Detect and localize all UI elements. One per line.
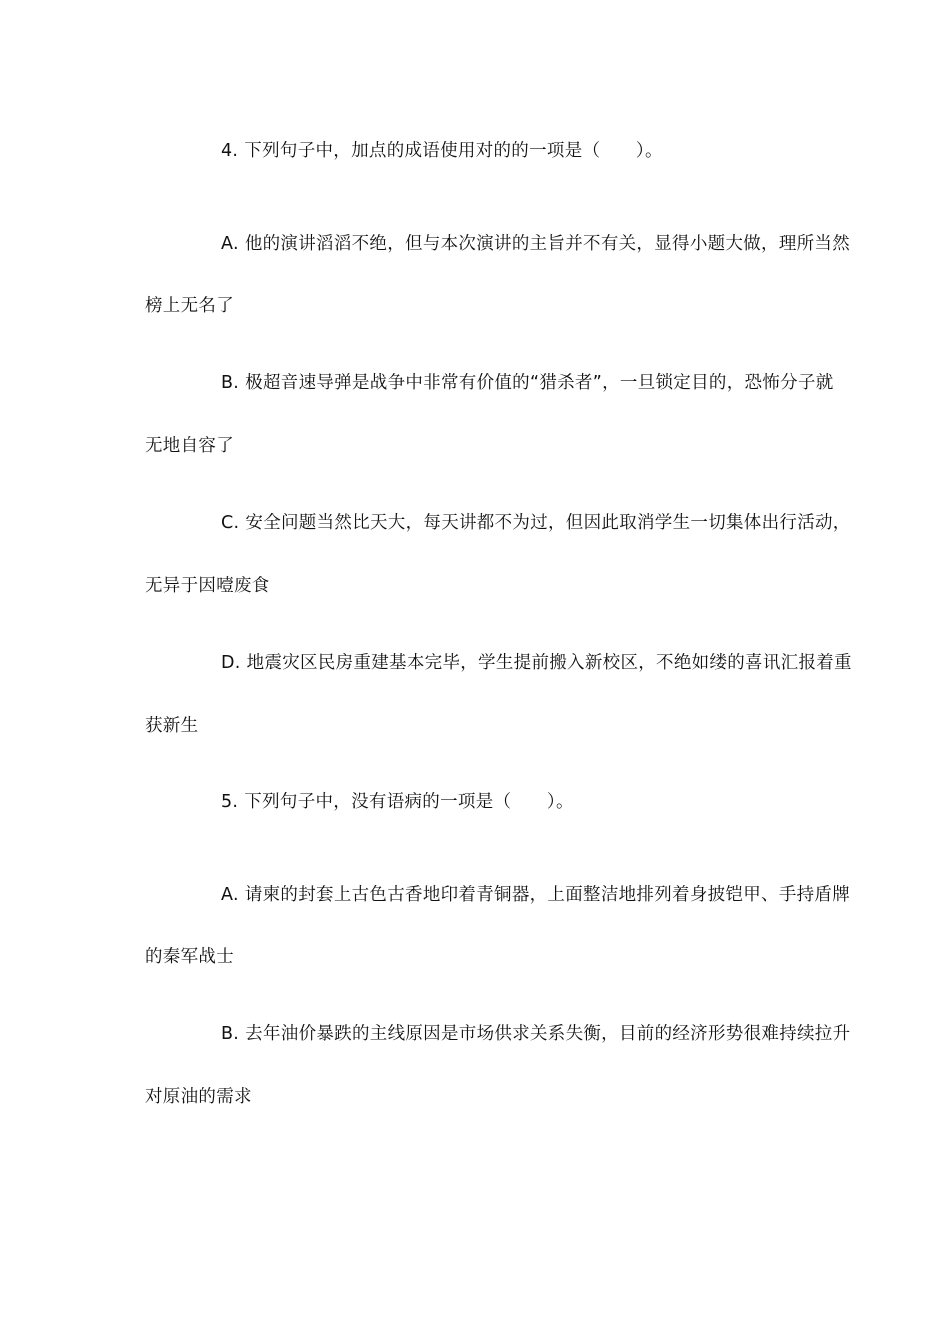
question-5-prompt xyxy=(221,790,574,814)
question-4-prompt xyxy=(221,139,663,163)
question-number: 4. xyxy=(221,141,239,161)
question-text: 下列句子中，加点的成语使用对的的一项是（ ）。 xyxy=(244,141,663,161)
option-text: 地震灾区民房重建基本完毕，学生提前搬入新校区，不绝如缕的喜讯汇报着重 xyxy=(246,653,852,673)
question-4-option-d xyxy=(221,651,852,675)
option-text: 极超音速导弹是战争中非常有价值的“猎杀者”，一旦锁定目的，恐怖分子就 xyxy=(245,373,834,393)
option-text: 去年油价暴跌的主线原因是市场供求关系失衡，目前的经济形势很难持续拉升 xyxy=(245,1024,851,1044)
option-text: 他的演讲滔滔不绝，但与本次演讲的主旨并不有关，显得小题大做，理所当然 xyxy=(244,234,851,254)
question-4-option-b xyxy=(221,371,834,395)
question-5-option-b xyxy=(221,1022,850,1046)
question-5-option-b-continuation: 对原油的需求 xyxy=(145,1087,252,1107)
question-4-option-b-continuation: 无地自容了 xyxy=(145,436,234,456)
option-letter: B. xyxy=(221,373,240,393)
question-4-option-d-continuation: 获新生 xyxy=(145,716,199,736)
option-letter: B. xyxy=(221,1024,240,1044)
option-letter: D. xyxy=(221,653,241,673)
option-letter: A. xyxy=(221,885,239,905)
option-text: 安全问题当然比天大，每天讲都不为过，但因此取消学生一切集体出行活动， xyxy=(245,513,851,533)
question-4-option-a xyxy=(221,232,850,256)
option-text: 请柬的封套上古色古香地印着青铜器，上面整洁地排列着身披铠甲、手持盾牌 xyxy=(244,885,851,905)
question-text: 下列句子中，没有语病的一项是（ ）。 xyxy=(244,792,574,812)
question-4-option-a-continuation: 榜上无名了 xyxy=(145,296,234,316)
question-4-option-c xyxy=(221,511,851,535)
option-letter: C. xyxy=(221,513,240,533)
question-4-option-c-continuation: 无异于因噎废食 xyxy=(145,576,270,596)
question-5-option-a-continuation: 的秦军战士 xyxy=(145,947,234,967)
option-letter: A. xyxy=(221,234,239,254)
question-number: 5. xyxy=(221,792,239,812)
question-5-option-a xyxy=(221,883,850,907)
